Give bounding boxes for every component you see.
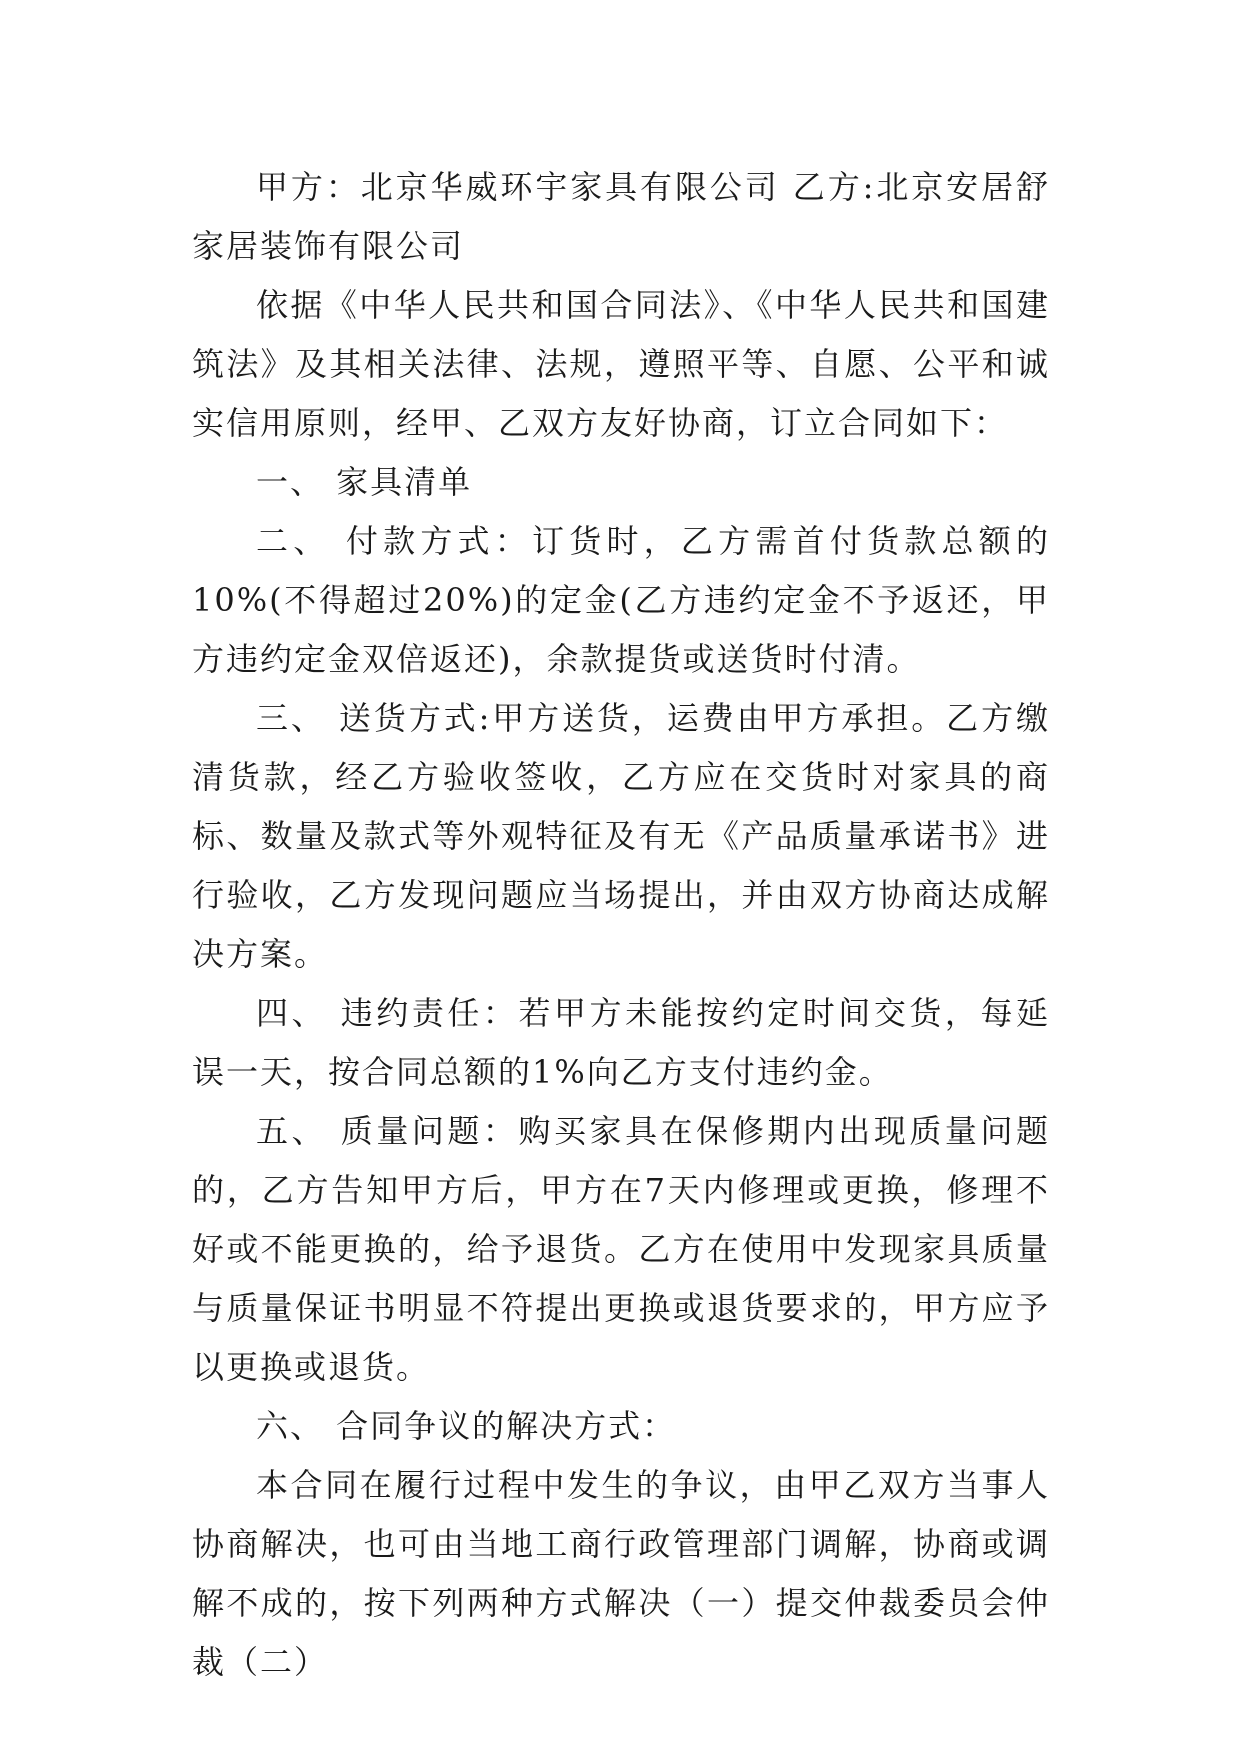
contract-body — [192, 158, 1050, 1692]
legal-basis-paragraph: 依据《中华人民共和国合同法》、《中华人民共和国建筑法》及其相关法律、法规，遵照平等、自愿、公平和诚实信用原则，经甲、乙双方友好协商，订立合同如下： — [192, 286, 1050, 442]
clause-furniture-list: 一、 家具清单 — [256, 463, 473, 501]
dispute-resolution-paragraph: 本合同在履行过程中发生的争议，由甲乙双方当事人协商解决，也可由当地工商行政管理部门调解，协商或调解不成的，按下列两种方式解决（一）提交仲裁委员会仲裁（二） — [192, 1466, 1050, 1681]
parties-paragraph: 甲方：北京华威环宇家具有限公司 乙方:北京安居舒家居装饰有限公司 — [192, 168, 1050, 265]
clause-dispute-heading: 六、 合同争议的解决方式： — [256, 1407, 677, 1445]
clause-liability: 四、 违约责任：若甲方未能按约定时间交货，每延误一天，按合同总额的1%向乙方支付违约金。 — [192, 994, 1050, 1091]
clause-delivery: 三、 送货方式:甲方送货，运费由甲方承担。乙方缴清货款，经乙方验收签收，乙方应在交货时对家具的商标、数量及款式等外观特征及有无《产品质量承诺书》进行验收，乙方发现问题应当场提出，并由双方协商达成解决方案。 — [192, 699, 1050, 973]
clause-payment: 二、 付款方式：订货时，乙方需首付货款总额的10%(不得超过20%)的定金(乙方违约定金不予返还，甲方违约定金双倍返还)，余款提货或送货时付清。 — [192, 522, 1050, 678]
clause-quality: 五、 质量问题：购买家具在保修期内出现质量问题的，乙方告知甲方后，甲方在7天内修理或更换，修理不好或不能更换的，给予退货。乙方在使用中发现家具质量与质量保证书明显不符提出更换或退货要求的，甲方应予以更换或退货。 — [192, 1112, 1050, 1386]
